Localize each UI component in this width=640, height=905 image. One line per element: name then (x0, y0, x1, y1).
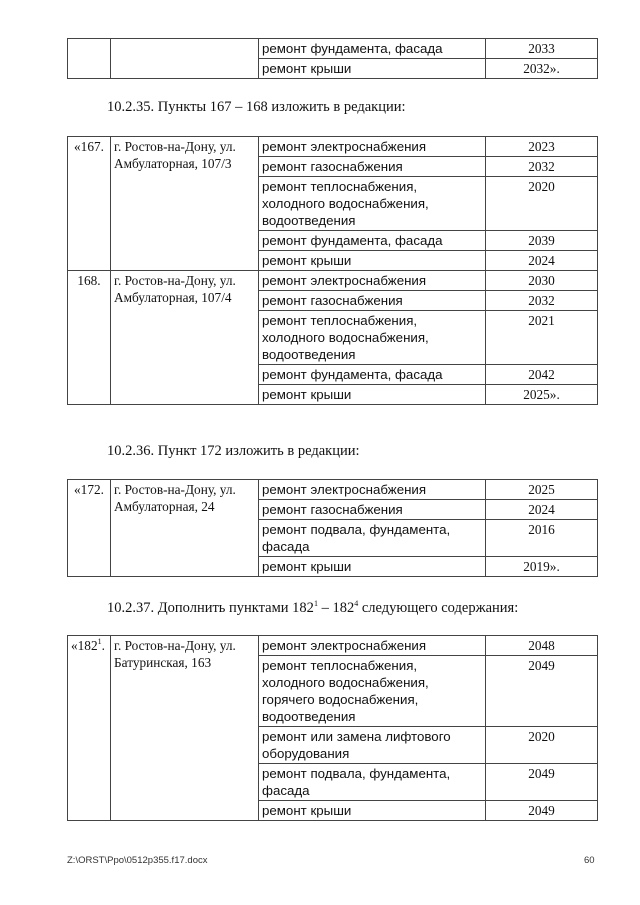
year-cell: 2049 (486, 801, 598, 821)
table-row (68, 137, 598, 157)
paragraph-10-2-37 (107, 599, 518, 617)
year-cell: 2049 (486, 764, 598, 801)
work-cell: ремонт фундамента, фасада (259, 365, 486, 385)
year-cell: 2020 (486, 177, 598, 231)
table-items-167-168 (67, 136, 598, 405)
item-number (68, 636, 111, 821)
work-cell: ремонт крыши (259, 557, 486, 577)
item-address: г. Ростов-на-Дону, ул. Батуринская, 163 (111, 636, 259, 821)
year-cell: 2025 (486, 480, 598, 500)
year-cell: 2016 (486, 520, 598, 557)
table-item-172 (67, 479, 598, 577)
item-number: «167. (68, 137, 111, 271)
work-cell: ремонт теплоснабжения, холодного водоснабжения, водоотведения (259, 311, 486, 365)
year-cell: 2032 (486, 157, 598, 177)
superscript: 1 (313, 599, 318, 608)
year-cell: 2024 (486, 500, 598, 520)
paragraph-10-2-36: 10.2.36. Пункт 172 изложить в редакции: (107, 443, 360, 459)
year-cell: 2024 (486, 251, 598, 271)
work-cell: ремонт подвала, фундамента, фасада (259, 520, 486, 557)
year-cell: 2032 (486, 291, 598, 311)
item-number: 168. (68, 271, 111, 405)
work-cell: ремонт газоснабжения (259, 291, 486, 311)
work-cell: ремонт крыши (259, 801, 486, 821)
item-address: г. Ростов-на-Дону, ул. Амбулаторная, 107/3 (111, 137, 259, 271)
year-cell: 2023 (486, 137, 598, 157)
item-number-suffix: . (101, 638, 105, 653)
paragraph-middle: – 182 (317, 600, 355, 616)
work-cell: ремонт электроснабжения (259, 271, 486, 291)
table-row (68, 39, 598, 59)
year-cell: 2020 (486, 727, 598, 764)
work-cell: ремонт крыши (259, 59, 486, 79)
item-address: г. Ростов-на-Дону, ул. Амбулаторная, 107/4 (111, 271, 259, 405)
work-cell: ремонт электроснабжения (259, 480, 486, 500)
work-cell: ремонт газоснабжения (259, 500, 486, 520)
superscript: 4 (354, 599, 359, 608)
footer-page-number: 60 (584, 855, 595, 866)
year-cell: 2042 (486, 365, 598, 385)
work-cell: ремонт крыши (259, 385, 486, 405)
item-number: «172. (68, 480, 111, 577)
footer-file-path: Z:\ORST\Ppo\0512p355.f17.docx (67, 855, 208, 866)
work-cell: ремонт крыши (259, 251, 486, 271)
paragraph-suffix: следующего содержания: (358, 600, 519, 616)
work-cell: ремонт теплоснабжения, холодного водоснабжения, водоотведения (259, 177, 486, 231)
work-cell: ремонт фундамента, фасада (259, 231, 486, 251)
superscript: 1 (97, 637, 102, 646)
year-cell: 2032». (486, 59, 598, 79)
year-cell: 2033 (486, 39, 598, 59)
year-cell: 2025». (486, 385, 598, 405)
paragraph-10-2-35: 10.2.35. Пункты 167 – 168 изложить в редакции: (107, 99, 406, 115)
work-cell: ремонт электроснабжения (259, 636, 486, 656)
number-cell (68, 39, 111, 79)
year-cell: 2030 (486, 271, 598, 291)
table-row (68, 271, 598, 291)
work-cell: ремонт газоснабжения (259, 157, 486, 177)
table-item-182-1 (67, 635, 598, 821)
work-cell: ремонт фундамента, фасада (259, 39, 486, 59)
work-cell: ремонт электроснабжения (259, 137, 486, 157)
item-number-text: «182 (71, 638, 98, 653)
address-cell (111, 39, 259, 79)
year-cell: 2049 (486, 656, 598, 727)
work-cell: ремонт теплоснабжения, холодного водоснабжения, горячего водоснабжения, водоотведения (259, 656, 486, 727)
item-address: г. Ростов-на-Дону, ул. Амбулаторная, 24 (111, 480, 259, 577)
work-cell: ремонт подвала, фундамента, фасада (259, 764, 486, 801)
paragraph-prefix: 10.2.37. Дополнить пунктами 182 (107, 600, 314, 616)
table-continuation (67, 38, 598, 79)
year-cell: 2019». (486, 557, 598, 577)
table-row (68, 480, 598, 500)
year-cell: 2021 (486, 311, 598, 365)
table-row (68, 636, 598, 656)
year-cell: 2048 (486, 636, 598, 656)
work-cell: ремонт или замена лифтового оборудования (259, 727, 486, 764)
year-cell: 2039 (486, 231, 598, 251)
